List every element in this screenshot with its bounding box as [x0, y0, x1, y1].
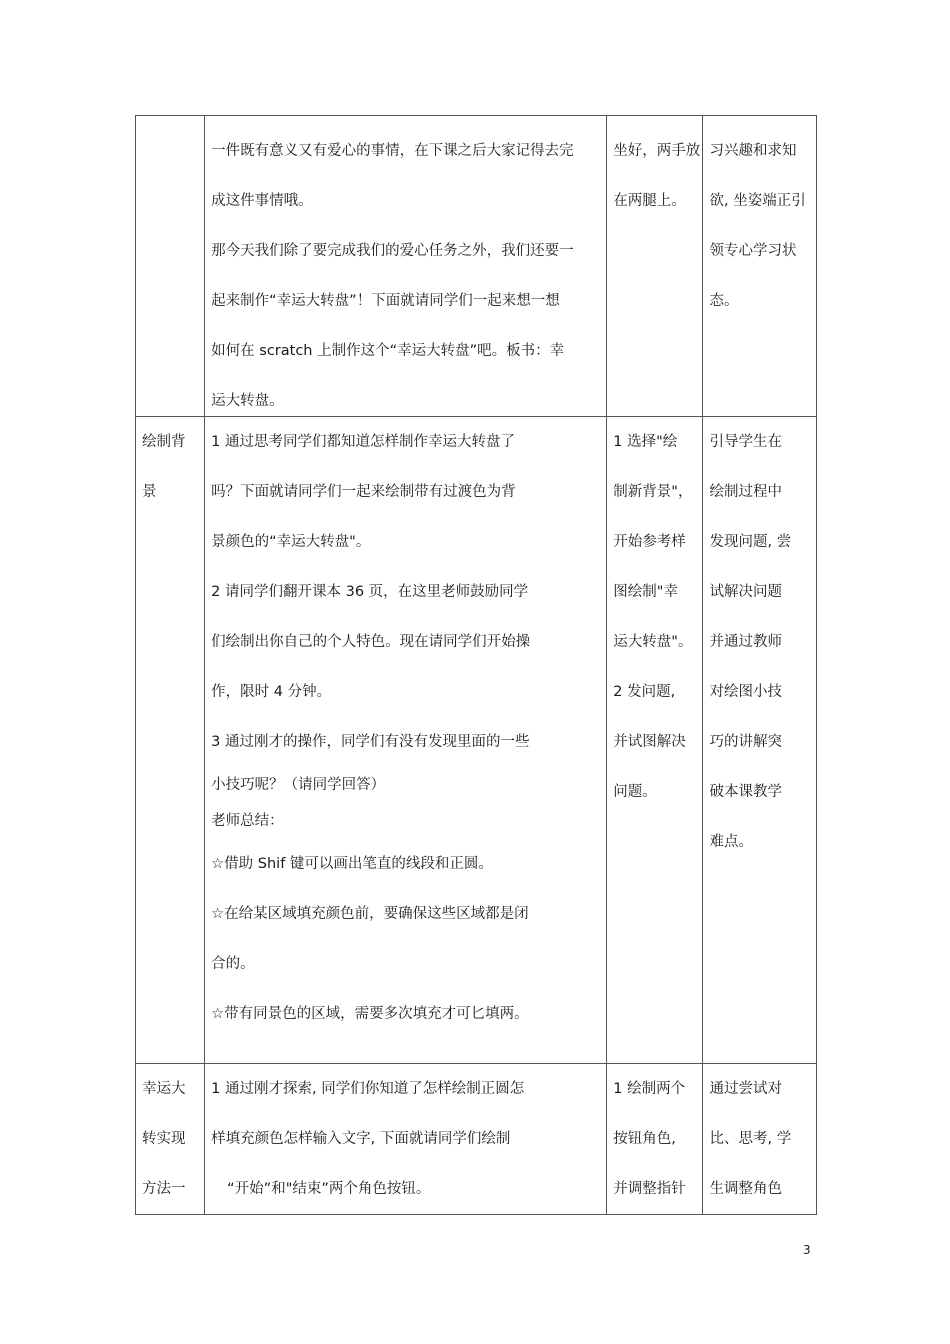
- student-activity-cell: [607, 417, 703, 1064]
- text-line: ☆借助 Shif 键可以画出笔直的线段和正圆。: [211, 856, 493, 872]
- stage-cell: [136, 116, 205, 417]
- text-line: 转实现: [142, 1131, 186, 1147]
- text-line: 2 请同学们翻开课本 36 页，在这里老师鼓励同学: [211, 584, 529, 600]
- text-line: 吗？下面就请同学们一起来绘制带有过渡色为背: [211, 484, 516, 500]
- text-line: 方法一: [142, 1181, 186, 1197]
- teacher-activity-cell: [205, 1064, 607, 1215]
- text-line: 试解决问题: [709, 584, 782, 600]
- text-line: 在两腿上。: [613, 193, 686, 209]
- text-line: ☆在给某区域填充颜色前，要确保这些区域都是闭: [211, 906, 529, 922]
- text-line: 1 选择"绘: [613, 434, 678, 450]
- stage-cell: [136, 1064, 205, 1215]
- text-line: 绘制过程中: [709, 484, 782, 500]
- text-line: 生调整角色: [709, 1181, 782, 1197]
- text-line: 1 通过思考同学们都知道怎样制作幸运大转盘了: [211, 434, 516, 450]
- text-line: 景: [142, 484, 157, 500]
- table-row: [136, 116, 817, 417]
- text-line: 那今天我们除了要完成我们的爱心任务之外，我们还要一: [211, 243, 574, 259]
- text-line: 小技巧呢？（请同学回答）: [211, 777, 386, 793]
- text-line: 们绘制出你自己的个人特色。现在请同学们开始操: [211, 634, 531, 650]
- text-line: 绘制背: [142, 434, 186, 450]
- text-line: 运大转盘"。: [613, 634, 693, 650]
- lesson-plan-table: [135, 115, 817, 1215]
- teacher-activity-cell: [205, 417, 607, 1064]
- design-intent-cell: [703, 116, 817, 417]
- text-line: “开始”和"结束”两个角色按钮。: [227, 1181, 431, 1197]
- text-line: 欲, 坐姿端正引: [709, 193, 806, 209]
- text-line: 问题。: [613, 784, 657, 800]
- text-line: 样填充颜色怎样输入文字, 下面就请同学们绘制: [211, 1131, 511, 1147]
- table-row: [136, 1064, 817, 1215]
- text-line: 通过尝试对: [709, 1081, 782, 1097]
- text-line: 一件既有意义又有爱心的事情，在下课之后大家记得去完: [211, 143, 574, 159]
- text-line: 态。: [709, 293, 739, 309]
- text-line: 并试图解决: [613, 734, 686, 750]
- stage-cell: [136, 417, 205, 1064]
- text-line: 比、思考, 学: [709, 1131, 792, 1147]
- text-line: 对绘图小技: [709, 684, 782, 700]
- design-intent-cell: [703, 1064, 817, 1215]
- text-line: 幸运大: [142, 1081, 186, 1097]
- text-line: 并调整指针: [613, 1181, 686, 1197]
- text-line: 起来制作“幸运大转盘”！下面就请同学们一起来想一想: [211, 293, 560, 309]
- text-line: 2 发问题,: [613, 684, 676, 700]
- text-line: 巧的讲解突: [709, 734, 782, 750]
- text-line: 难点。: [709, 834, 753, 850]
- table-row: [136, 417, 817, 1064]
- text-line: 景颜色的“幸运大转盘"。: [211, 534, 371, 550]
- text-line: 并通过教师: [709, 634, 782, 650]
- text-line: 1 通过刚才探索, 同学们你知道了怎样绘制正圆怎: [211, 1081, 525, 1097]
- page-number: 3: [803, 1243, 811, 1257]
- student-activity-cell: [607, 116, 703, 417]
- text-line: 领专心学习状: [709, 243, 797, 259]
- text-line: 成这件事情哦。: [211, 193, 313, 209]
- design-intent-cell: [703, 417, 817, 1064]
- text-line: 引导学生在: [709, 434, 782, 450]
- text-line: 运大转盘。: [211, 393, 284, 409]
- text-line: 合的。: [211, 956, 255, 972]
- text-line: 图绘制"幸: [613, 584, 678, 600]
- student-activity-cell: [607, 1064, 703, 1215]
- text-line: 习兴趣和求知: [709, 143, 797, 159]
- text-line: 1 绘制两个: [613, 1081, 686, 1097]
- text-line: 坐好，两手放: [613, 143, 701, 159]
- teacher-activity-cell: [205, 116, 607, 417]
- text-line: 开始参考样: [613, 534, 686, 550]
- text-line: 制新背景"，: [613, 484, 693, 500]
- text-line: 老师总结：: [211, 813, 284, 829]
- text-line: 破本课教学: [709, 784, 782, 800]
- text-line: 作，限时 4 分钟。: [211, 684, 332, 700]
- text-line: 按钮角色,: [613, 1131, 676, 1147]
- text-line: ☆带有同景色的区域，需要多次填充才可匕填两。: [211, 1006, 529, 1022]
- text-line: 如何在 scratch 上制作这个“幸运大转盘”吧。板书：幸: [211, 343, 565, 359]
- text-line: 发现问题, 尝: [709, 534, 792, 550]
- text-line: 3 通过刚才的操作，同学们有没有发现里面的一些: [211, 734, 530, 750]
